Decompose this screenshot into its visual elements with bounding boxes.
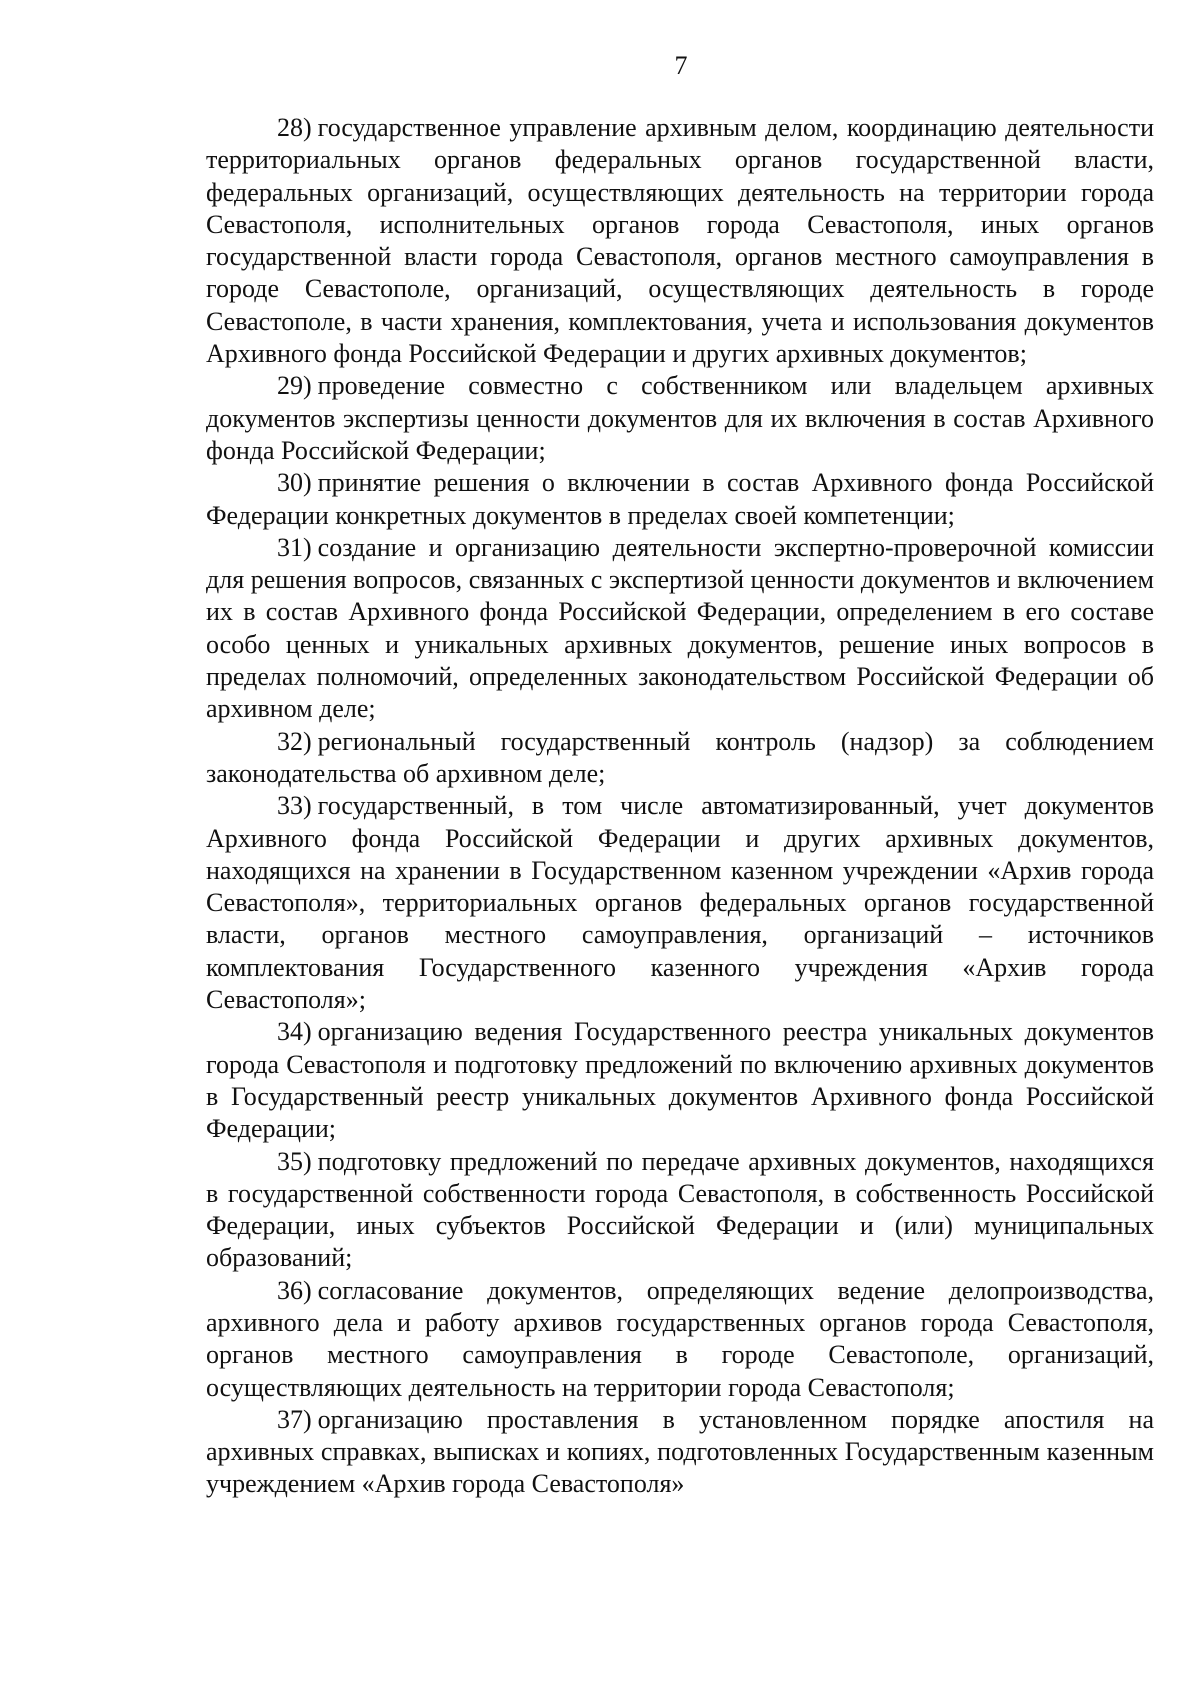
item-text: государственное управление архивным делом, координацию деятельности территориальных органов федеральных органов государственной власти, федеральных организаций, осуществляющих деятельность на территории города Севастополя, исполнительных органов города Севастополя, иных органов государственной власти города Севастополя, органов местного самоуправления в городе Севастополе, организаций, осуществляющих деятельность в городе Севастополе, в части хранения, комплектования, учета и использования документов Архивного фонда Российской Федерации и других архивных документов; [206,113,1154,369]
list-item-37 [206,1404,1154,1501]
list-item-34 [206,1016,1154,1145]
item-text: согласование документов, определяющих ведение делопроизводства, архивного дела и работу архивов государственных органов города Севастополя, органов местного самоуправления в городе Севастополе, организаций, осуществляющих деятельность на территории города Севастополя; [206,1275,1154,1402]
item-text: принятие решения о включении в состав Архивного фонда Российской Федерации конкретных документов в пределах своей компетенции; [206,468,1154,530]
item-number: 30) [277,468,312,498]
list-item-30 [206,467,1154,532]
item-number: 35) [277,1146,312,1176]
list-item-28 [206,112,1154,370]
item-text: организацию проставления в установленном порядке апостиля на архивных справках, выписках и копиях, подготовленных Государственным казенным учреждением «Архив города Севастополя» [206,1404,1154,1499]
list-item-35 [206,1146,1154,1275]
item-text: организацию ведения Государственного реестра уникальных документов города Севастополя и подготовку предложений по включению архивных документов в Государственный реестр уникальных документов Архивного фонда Российской Федерации; [206,1017,1154,1144]
item-number: 36) [277,1275,312,1305]
item-text: подготовку предложений по передаче архивных документов, находящихся в государственной собственности города Севастополя, в собственность Российской Федерации, иных субъектов Российской Федерации и (или) муниципальных образований; [206,1146,1154,1273]
page-number: 7 [674,51,688,80]
list-item-31 [206,532,1154,726]
item-number: 37) [277,1404,312,1434]
item-text: государственный, в том числе автоматизированный, учет документов Архивного фонда Российской Федерации и других архивных документов, находящихся на хранении в Государственном казенном учреждении «Архив города Севастополя», территориальных органов федеральных органов государственной власти, органов местного самоуправления, организаций – источников комплектования Государственного казенного учреждения «Архив города Севастополя»; [206,791,1154,1015]
list-item-36 [206,1275,1154,1404]
list-item-33 [206,790,1154,1016]
list-item-32 [206,726,1154,791]
item-text: региональный государственный контроль (надзор) за соблюдением законодательства об архивном деле; [206,726,1154,788]
item-number: 33) [277,791,312,821]
list-item-29 [206,370,1154,467]
item-number: 29) [277,371,312,401]
item-text: создание и организацию деятельности экспертно-проверочной комиссии для решения вопросов, связанных с экспертизой ценности документов и включением их в состав Архивного фонда Российской Федерации, определением в его составе особо ценных и уникальных архивных документов, решение иных вопросов в пределах полномочий, определенных законодательством Российской Федерации об архивном деле; [206,532,1154,724]
item-number: 34) [277,1017,312,1047]
item-number: 32) [277,726,312,756]
item-number: 28) [277,113,312,142]
item-number: 31) [277,532,312,562]
item-text: проведение совместно с собственником или владельцем архивных документов экспертизы ценности документов для их включения в состав Архивного фонда Российской Федерации; [206,371,1154,465]
document-body [206,112,1154,1501]
